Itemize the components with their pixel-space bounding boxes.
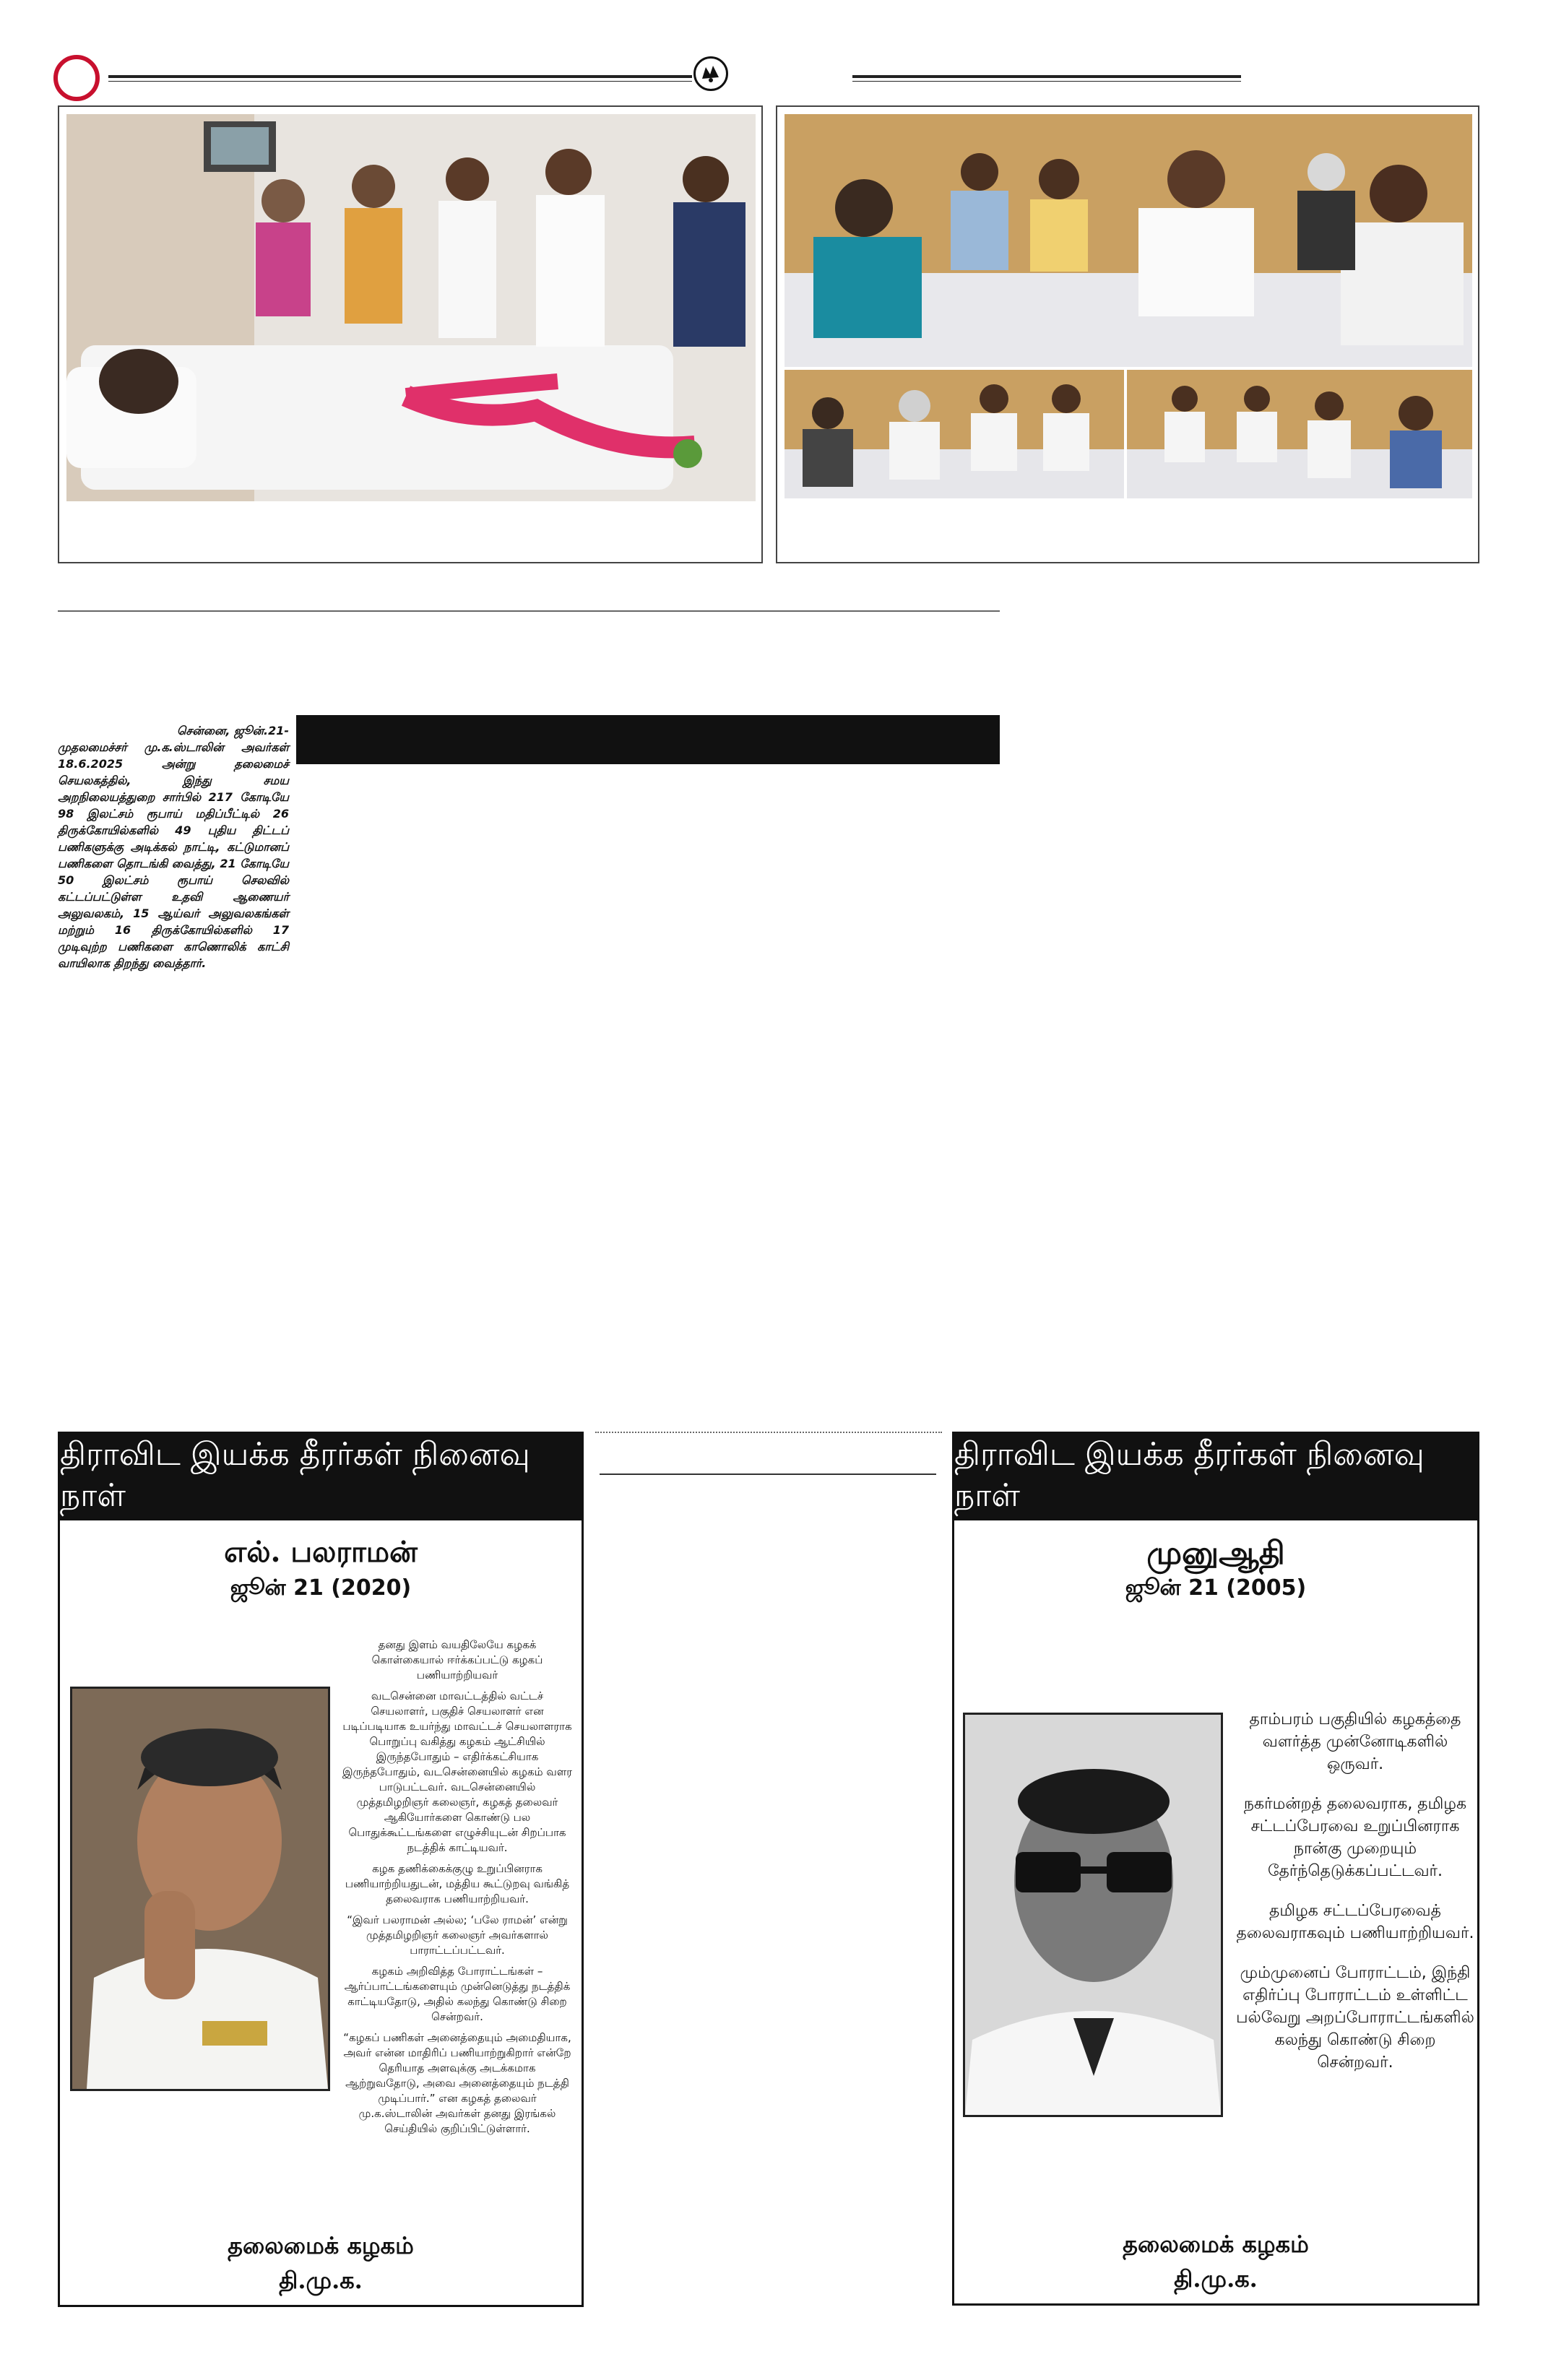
bio-paragraph: கழக தணிக்கைக்குழு உறுப்பினராக பணியாற்றியதுடன், மத்திய கூட்டுறவு வங்கித் தலைவராக பணியாற்றியவர். [345,1862,570,1905]
memorial-footer [954,2227,1477,2296]
bio-paragraph: நகர்மன்றத் தலைவராக, தமிழக சட்டப்பேரவை உறுப்பினராக நான்கு முறையும் தேர்ந்தெடுக்கப்பட்டவர். [1243,1795,1467,1880]
news-article [58,722,289,972]
photo-meeting-main [785,114,1472,367]
bio-paragraph: மும்முனைப் போராட்டம், இந்தி எதிர்ப்பு போராட்டம் உள்ளிட்ட பல்வேறு அறப்போராட்டங்களில் கலந்து கொண்டு சிறை சென்றவர். [1236,1964,1474,2072]
headline-bar [296,715,1000,764]
photo-hospital-visit [66,114,756,501]
party-emblem-icon [693,56,728,91]
photo-meeting-secondary-right [1127,370,1472,498]
footer-line-1: தலைமைக் கழகம் [1123,2230,1309,2258]
bio-paragraph: வடசென்னை மாவட்டத்தில் வட்டச் செயலாளர், பகுதிச் செயலாளர் என படிப்படியாக உயர்ந்து மாவட்டச் செயலாளராக பொறுப்பு வகித்து கழகம் ஆட்சியில் இருந்தபோதும் – எதிர்க்கட்சியாக இருந்தபோதும், வடசென்னையில் கழகம் வளர பாடுபட்டவர். வடசென்னையில் முத்தமிழறிஞர் கலைஞர், கழகத் தலைவர் ஆகியோர்களை கொண்டு பல பொதுக்கூட்டங்களை எழுச்சியுடன் சிறப்பாக நடத்திக் காட்டியவர். [342,1689,573,1854]
top-rule-left [108,75,692,78]
photo-frame-meeting [776,105,1479,563]
bio-paragraph: தனது இளம் வயதிலேயே கழகக் கொள்கையால் ஈர்க்கப்பட்டு கழகப் பணியாற்றியவர் [371,1638,543,1682]
portrait-balaraman [70,1687,330,2091]
footer-line-2: தி.மு.க. [1174,2265,1258,2293]
memorial-header: திராவிட இயக்க தீரர்கள் நினைவு நாள் [954,1434,1477,1520]
news-body: முதலமைச்சர் மு.க.ஸ்டாலின் அவர்கள் 18.6.2025 அன்று தலைமைச் செயலகத்தில், இந்து சமய அறநிலையத்துறை சார்பில் 217 கோடியே 98 இலட்சம் ரூபாய் மதிப்பீட்டில் 26 திருக்கோயில்களில் 49 புதிய திட்டப் பணிகளுக்கு அடிக்கல் நாட்டி, கட்டுமானப் பணிகளை தொடங்கி வைத்து, 21 கோடியே 50 இலட்சம் ரூபாய் செலவில் கட்டப்பட்டுள்ள உதவி ஆணையர் அலுவலகம், 15 ஆய்வர் அலுவலகங்கள் மற்றும் 16 திருக்கோயில்களில் 17 முடிவுற்ற பணிகளை காணொலிக் காட்சி வாயிலாக திறந்து வைத்தார். [58,740,289,970]
memorial-card-right [952,1432,1479,2306]
section-divider [58,610,1000,612]
portrait-munuadhi [963,1713,1223,2117]
memorial-name: முனுஆதி [1146,1535,1285,1572]
memorial-bio [342,1637,573,2142]
red-circle-icon [53,55,100,101]
top-rule-right [852,75,1241,78]
memorial-name: எல். பலராமன் [224,1535,418,1569]
memorial-footer [60,2228,582,2298]
memorial-card-left [58,1432,584,2307]
photo-meeting-secondary-left [785,370,1124,498]
memorial-header: திராவிட இயக்க தீரர்கள் நினைவு நாள் [60,1434,582,1520]
middle-rule [600,1474,936,1475]
news-dateline: சென்னை, ஜூன்.21- [176,724,289,737]
memorial-date: ஜூன் 21 (2005) [1125,1575,1307,1601]
top-rule-left-thin [108,81,692,82]
footer-line-1: தலைமைக் கழகம் [228,2232,414,2259]
middle-dotted-rule [595,1432,942,1433]
photo-frame-hospital [58,105,763,563]
top-rule-right-thin [852,81,1241,82]
memorial-bio [1236,1708,1474,2091]
bio-paragraph: “கழகப் பணிகள் அனைத்தையும் அமைதியாக, அவர் என்ன மாதிரிப் பணியாற்றுகிறார் என்றே தெரியாத அளவுக்கு அடக்கமாக ஆற்றுவதோடு, அவை அனைத்தையும் நடத்தி முடிப்பார்.” என கழகத் தலைவர் மு.க.ஸ்டாலின் அவர்கள் தனது இரங்கல் செய்தியில் குறிப்பிட்டுள்ளார். [343,2031,571,2135]
bio-paragraph: கழகம் அறிவித்த போராட்டங்கள் – ஆர்ப்பாட்டங்களையும் முன்னெடுத்து நடத்திக் காட்டியதோடு, அதில் கலந்து கொண்டு சிறை சென்றவர். [344,1965,571,2023]
bio-paragraph: தாம்பரம் பகுதியில் கழகத்தை வளர்த்த முன்னோடிகளில் ஒருவர். [1249,1710,1461,1773]
footer-line-2: தி.மு.க. [279,2267,363,2294]
bio-paragraph: தமிழக சட்டப்பேரவைத் தலைவராகவும் பணியாற்றியவர். [1236,1902,1474,1942]
memorial-date: ஜூன் 21 (2020) [230,1575,412,1601]
bio-paragraph: “இவர் பலராமன் அல்ல; ‘பலே ராமன்’ என்று முத்தமிழறிஞர் கலைஞர் அவர்களால் பாராட்டப்பட்டவர். [347,1913,568,1957]
